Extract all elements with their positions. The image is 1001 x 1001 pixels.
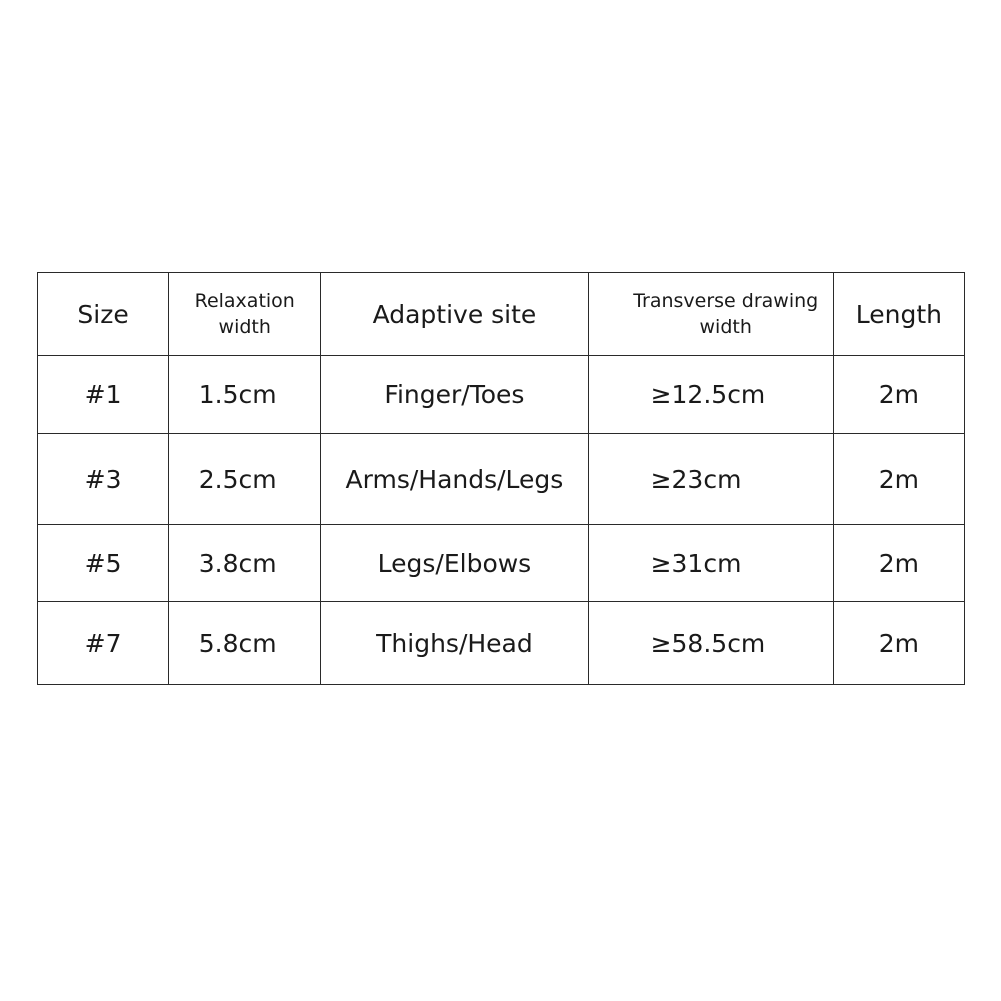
table-row bbox=[38, 602, 965, 685]
size-chart-table bbox=[37, 272, 965, 685]
cell-relaxation-width: 2.5cm bbox=[169, 434, 321, 525]
cell-transverse-drawing-width: ≥12.5cm bbox=[588, 356, 833, 434]
cell-size: #7 bbox=[38, 602, 169, 685]
cell-length: 2m bbox=[833, 434, 964, 525]
header-transverse-drawing-width: Transverse drawing width bbox=[588, 273, 833, 356]
table-row bbox=[38, 356, 965, 434]
cell-transverse-drawing-width: ≥23cm bbox=[588, 434, 833, 525]
table-header-row bbox=[38, 273, 965, 356]
cell-transverse-drawing-width: ≥58.5cm bbox=[588, 602, 833, 685]
cell-size: #3 bbox=[38, 434, 169, 525]
header-relaxation-width: Relaxation width bbox=[169, 273, 321, 356]
cell-relaxation-width: 1.5cm bbox=[169, 356, 321, 434]
table-row bbox=[38, 525, 965, 602]
cell-adaptive-site: Thighs/Head bbox=[321, 602, 588, 685]
cell-size: #5 bbox=[38, 525, 169, 602]
header-size: Size bbox=[38, 273, 169, 356]
cell-size: #1 bbox=[38, 356, 169, 434]
cell-length: 2m bbox=[833, 525, 964, 602]
cell-relaxation-width: 3.8cm bbox=[169, 525, 321, 602]
header-length: Length bbox=[833, 273, 964, 356]
cell-adaptive-site: Arms/Hands/Legs bbox=[321, 434, 588, 525]
cell-transverse-drawing-width: ≥31cm bbox=[588, 525, 833, 602]
cell-adaptive-site: Legs/Elbows bbox=[321, 525, 588, 602]
cell-adaptive-site: Finger/Toes bbox=[321, 356, 588, 434]
cell-length: 2m bbox=[833, 356, 964, 434]
cell-length: 2m bbox=[833, 602, 964, 685]
table-row bbox=[38, 434, 965, 525]
cell-relaxation-width: 5.8cm bbox=[169, 602, 321, 685]
header-adaptive-site: Adaptive site bbox=[321, 273, 588, 356]
